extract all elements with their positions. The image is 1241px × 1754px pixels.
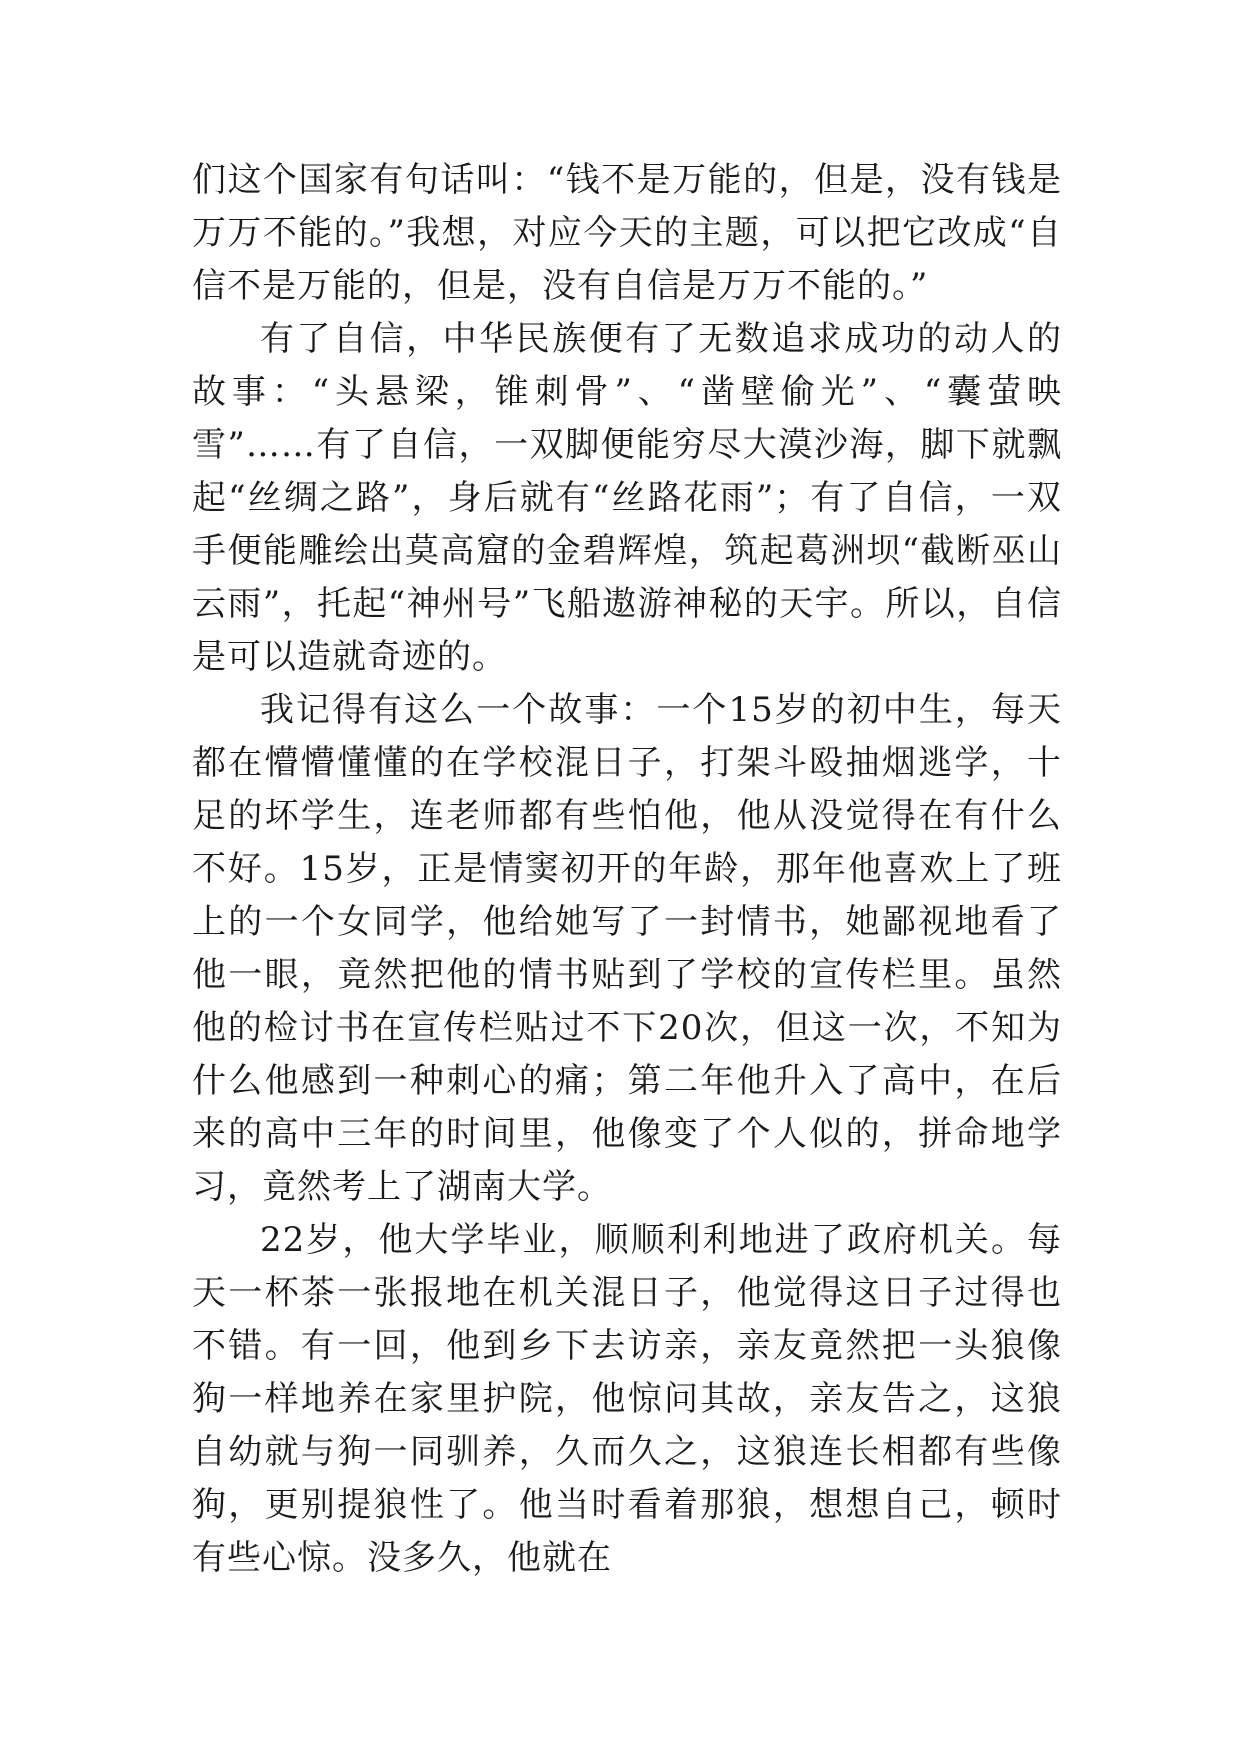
paragraph-3: 我记得有这么一个故事：一个15岁的初中生，每天都在懵懵懂懂的在学校混日子，打架斗殴抽烟逃学，十足的坏学生，连老师都有些怕他，他从没觉得在有什么不好。15岁，正是情窦初开的年龄，那年他喜欢上了班上的一个女同学，他给她写了一封情书，她鄙视地看了他一眼，竟然把他的情书贴到了学校的宣传栏里。虽然他的检讨书在宣传栏贴过不下20次，但这一次，不知为什么他感到一种刺心的痛；第二年他升入了高中，在后来的高中三年的时间里，他像变了个人似的，拼命地学习，竟然考上了湖南大学。 <box>192 690 1062 1207</box>
document-body <box>192 154 1062 1585</box>
paragraph-4: 22岁，他大学毕业，顺顺利利地进了政府机关。每天一杯茶一张报地在机关混日子，他觉得这日子过得也不错。有一回，他到乡下去访亲，亲友竟然把一头狼像狗一样地养在家里护院，他惊问其故，亲友告之，这狼自幼就与狗一同驯养，久而久之，这狼连长相都有些像狗，更别提狼性了。他当时看着那狼，想想自己，顿时有些心惊。没多久，他就在 <box>192 1220 1062 1578</box>
paragraph-2: 有了自信，中华民族便有了无数追求成功的动人的故事：“头悬梁，锥刺骨”、“凿壁偷光”、“囊萤映雪”……有了自信，一双脚便能穷尽大漠沙海，脚下就飘起“丝绸之路”，身后就有“丝路花雨”；有了自信，一双手便能雕绘出莫高窟的金碧辉煌，筑起葛洲坝“截断巫山云雨”，托起“神州号”飞船遨游神秘的天宇。所以，自信是可以造就奇迹的。 <box>192 319 1062 677</box>
paragraph-1: 们这个国家有句话叫：“钱不是万能的，但是，没有钱是万万不能的。”我想，对应今天的主题，可以把它改成“自信不是万能的，但是，没有自信是万万不能的。” <box>192 160 1062 306</box>
